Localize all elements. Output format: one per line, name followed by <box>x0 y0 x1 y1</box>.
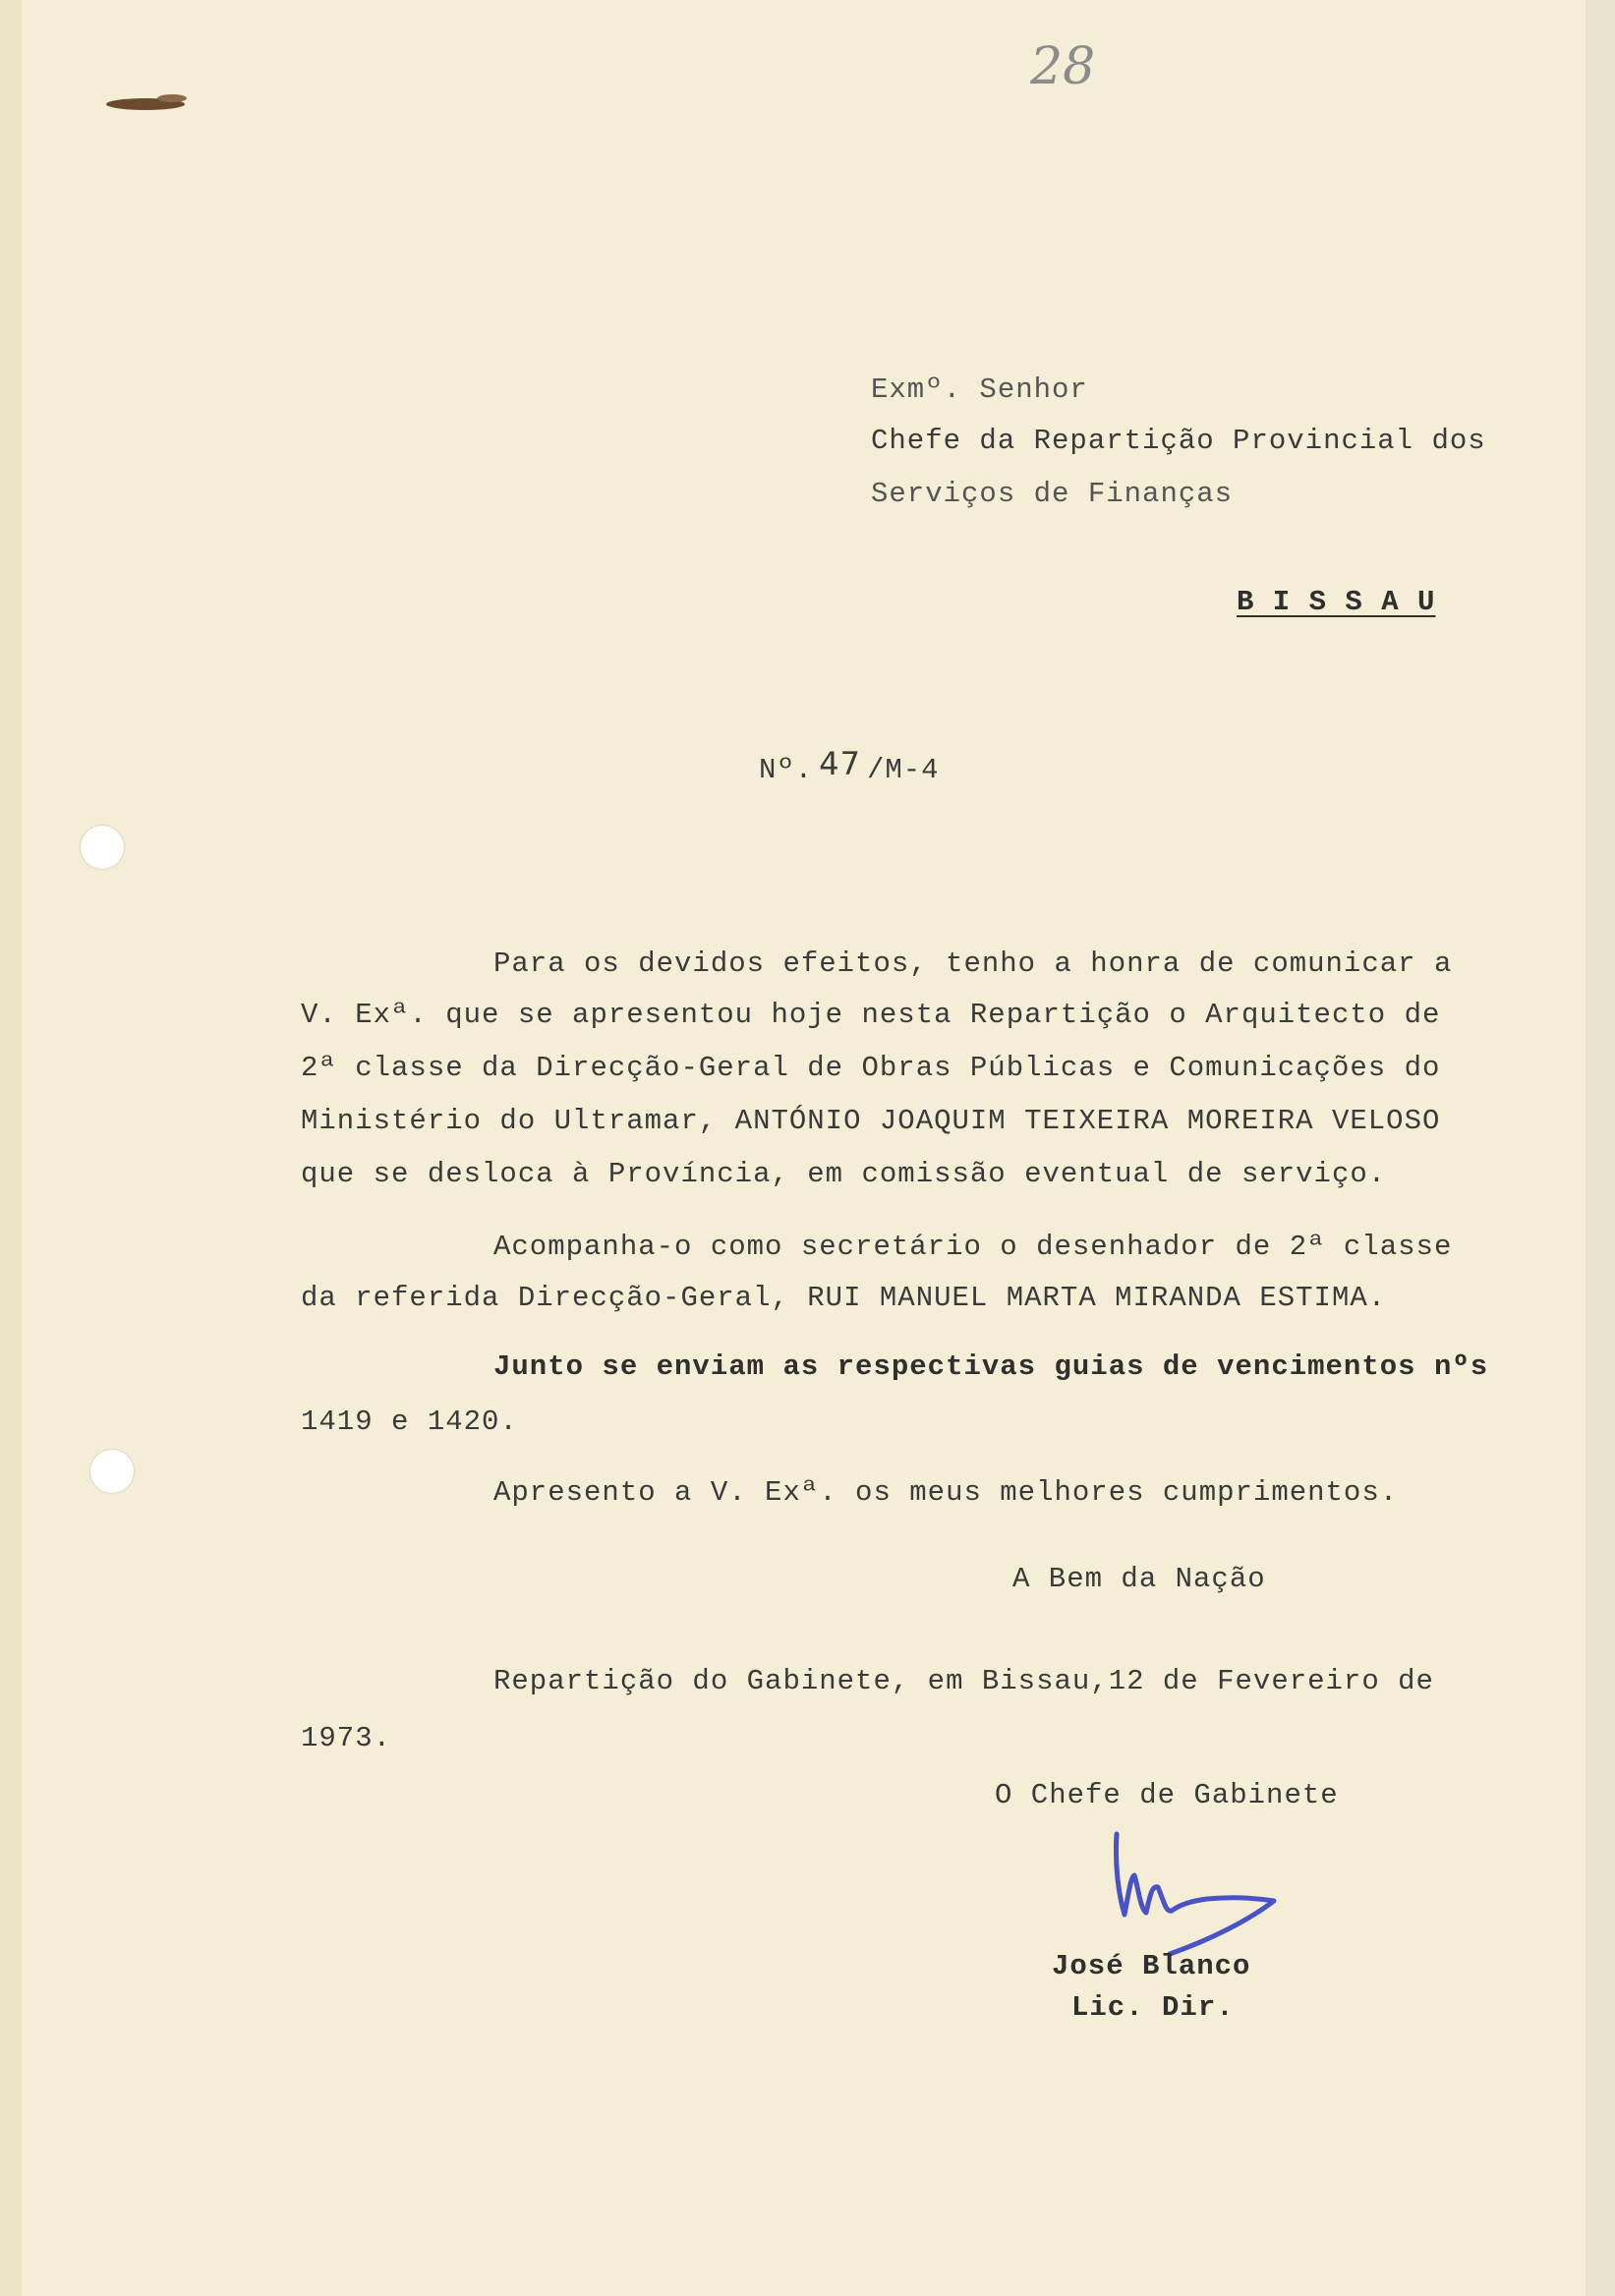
closing-year: 1973. <box>301 1722 392 1754</box>
body-line: Junto se enviam as respectivas guias de vencimentos nºs <box>493 1350 1489 1383</box>
pencil-page-number: 28 <box>1030 37 1096 96</box>
body-line: 2ª classe da Direcção-Geral de Obras Públicas e Comunicações do <box>301 1052 1441 1084</box>
closing-place-date: Repartição do Gabinete, em Bissau,12 de Fevereiro de <box>493 1665 1434 1697</box>
reference-prefix: Nº. <box>759 754 814 786</box>
body-line: Apresento a V. Exª. os meus melhores cumprimentos. <box>493 1476 1399 1509</box>
reference-suffix: /M-4 <box>866 754 940 786</box>
body-line: da referida Direcção-Geral, RUI MANUEL MARTA MIRANDA ESTIMA. <box>301 1282 1387 1314</box>
recipient-title: Chefe da Repartição Provincial dos <box>871 425 1486 457</box>
body-line: V. Exª. que se apresentou hoje nesta Repartição o Arquitecto de <box>301 999 1441 1031</box>
punch-hole-lower <box>90 1450 134 1493</box>
handwritten-signature <box>1101 1826 1298 1964</box>
body-line: que se desloca à Província, em comissão eventual de serviço. <box>301 1158 1387 1190</box>
body-line: Ministério do Ultramar, ANTÓNIO JOAQUIM TEIXEIRA MOREIRA VELOSO <box>301 1105 1441 1137</box>
reference-number <box>759 745 940 786</box>
signatory-name: José Blanco <box>1052 1950 1251 1982</box>
signatory-title: Lic. Dir. <box>1071 1991 1235 2024</box>
recipient-salutation: Exmº. Senhor <box>871 373 1088 406</box>
punch-hole-upper <box>81 826 124 869</box>
paper-edge-left <box>0 0 22 2296</box>
body-line: 1419 e 1420. <box>301 1406 518 1438</box>
closing-motto: A Bem da Nação <box>1012 1563 1266 1595</box>
body-line: Para os devidos efeitos, tenho a honra de comunicar a <box>493 947 1453 980</box>
scan-margin-right <box>1586 0 1615 2296</box>
reference-handwritten-number: 47 <box>819 745 861 782</box>
body-line: Acompanha-o como secretário o desenhador de 2ª classe <box>493 1231 1453 1263</box>
ink-stain-small <box>157 94 187 102</box>
recipient-department: Serviços de Finanças <box>871 478 1234 510</box>
closing-role: O Chefe de Gabinete <box>995 1779 1339 1811</box>
recipient-city: B I S S A U <box>1237 586 1436 618</box>
